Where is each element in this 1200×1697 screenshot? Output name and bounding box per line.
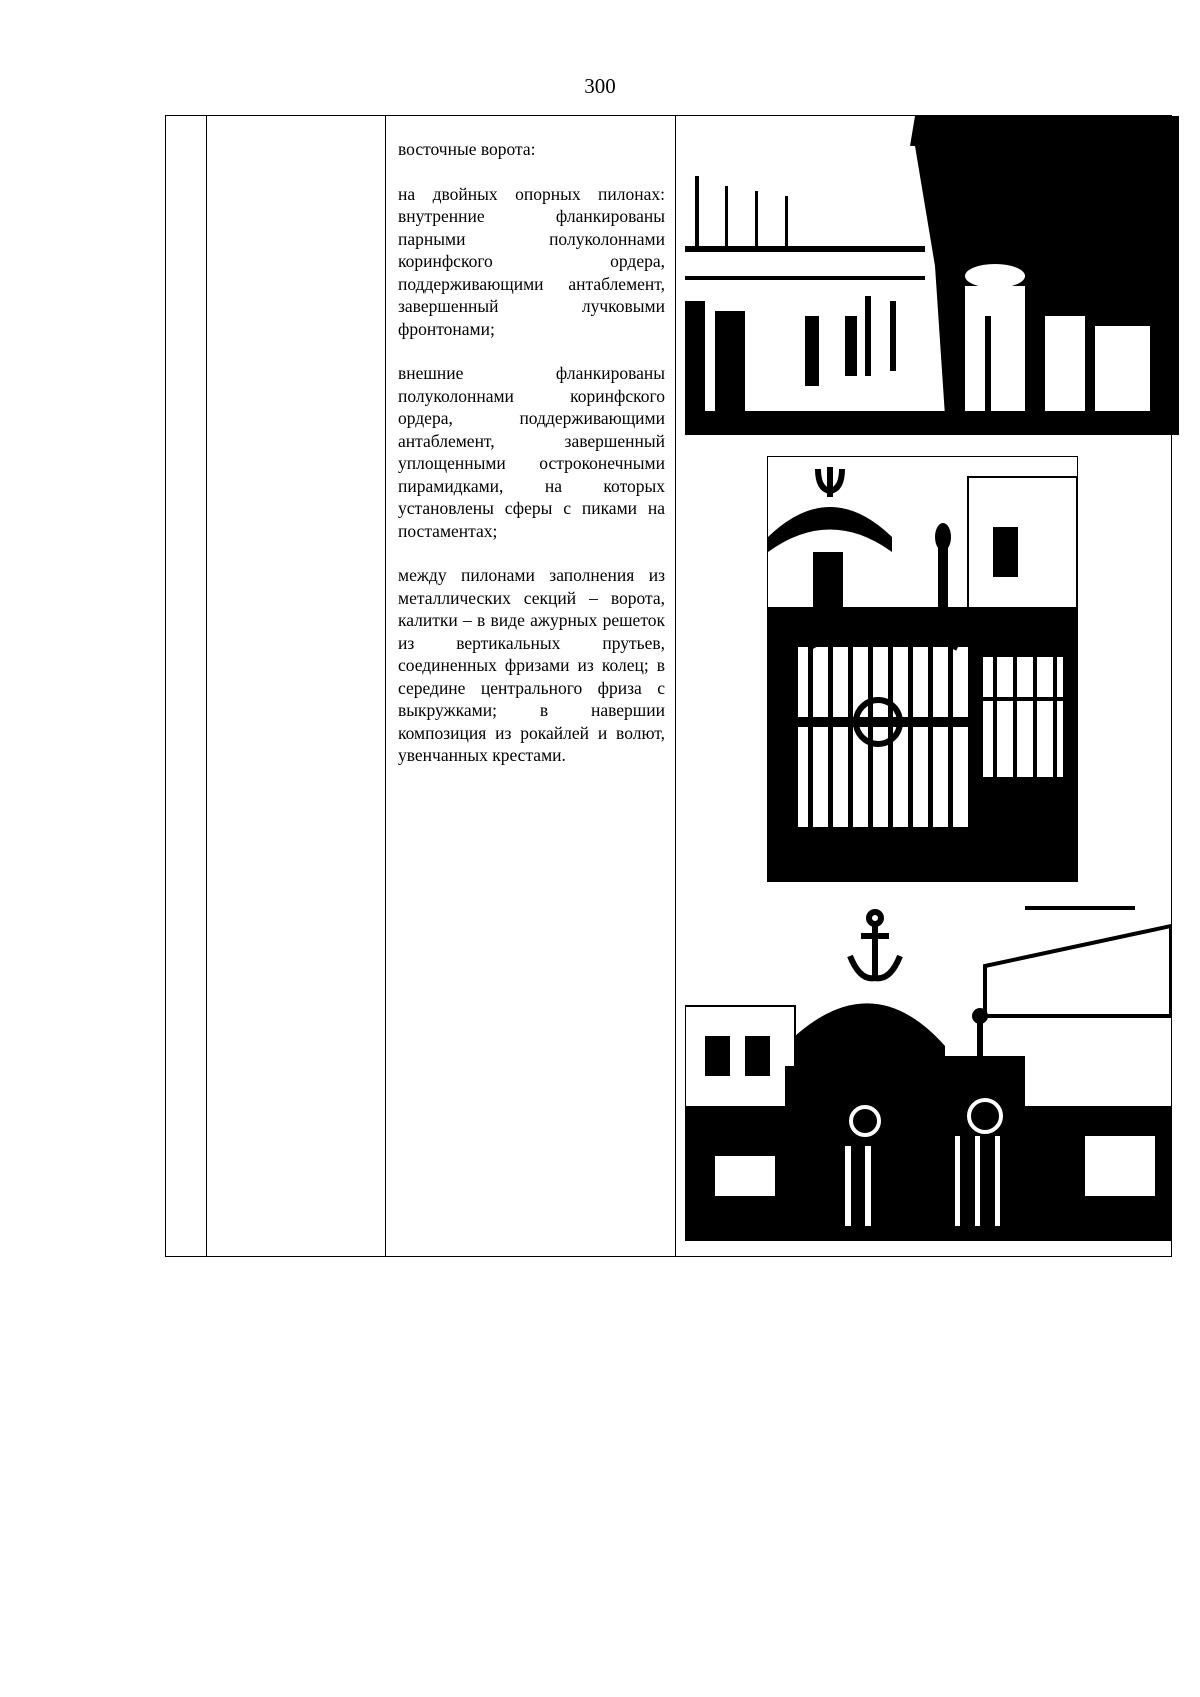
page-number: 300 — [584, 74, 616, 98]
description-paragraph: восточные ворота: — [398, 139, 536, 159]
table-cell-object — [207, 116, 386, 1257]
document-table — [165, 115, 1172, 1257]
description-text — [386, 116, 675, 767]
table-row — [166, 116, 1172, 1257]
table-cell-number — [166, 116, 207, 1257]
description-paragraph: между пилонами заполнения из металлических секций – ворота, калитки – в виде ажурных решеток из вертикальных прутьев, соединенных фризами из колец; в середине центрального фриза с выкружками; в навершии композиция из рокайлей и волют, увенчанных крестами. — [398, 565, 665, 765]
gate-with-anchor-photo — [685, 906, 1171, 1241]
description-paragraph: внешние фланкированы полуколоннами коринфского ордера, поддерживающими антаблемент, завершенный уплощенными остроконечными пирамидками, на которых установлены сферы с пиками на постаментах; — [398, 363, 665, 541]
description-paragraph: на двойных опорных пилонах: внутренние фланкированы парными полуколоннами коринфского ордера, поддерживающими антаблемент, завершенный лучковыми фронтонами; — [398, 183, 665, 339]
gate-with-building-photo — [685, 116, 1179, 435]
table-cell-description — [386, 116, 676, 1257]
table-cell-photos — [676, 116, 1172, 1257]
gate-closeup-photo — [767, 456, 1078, 882]
